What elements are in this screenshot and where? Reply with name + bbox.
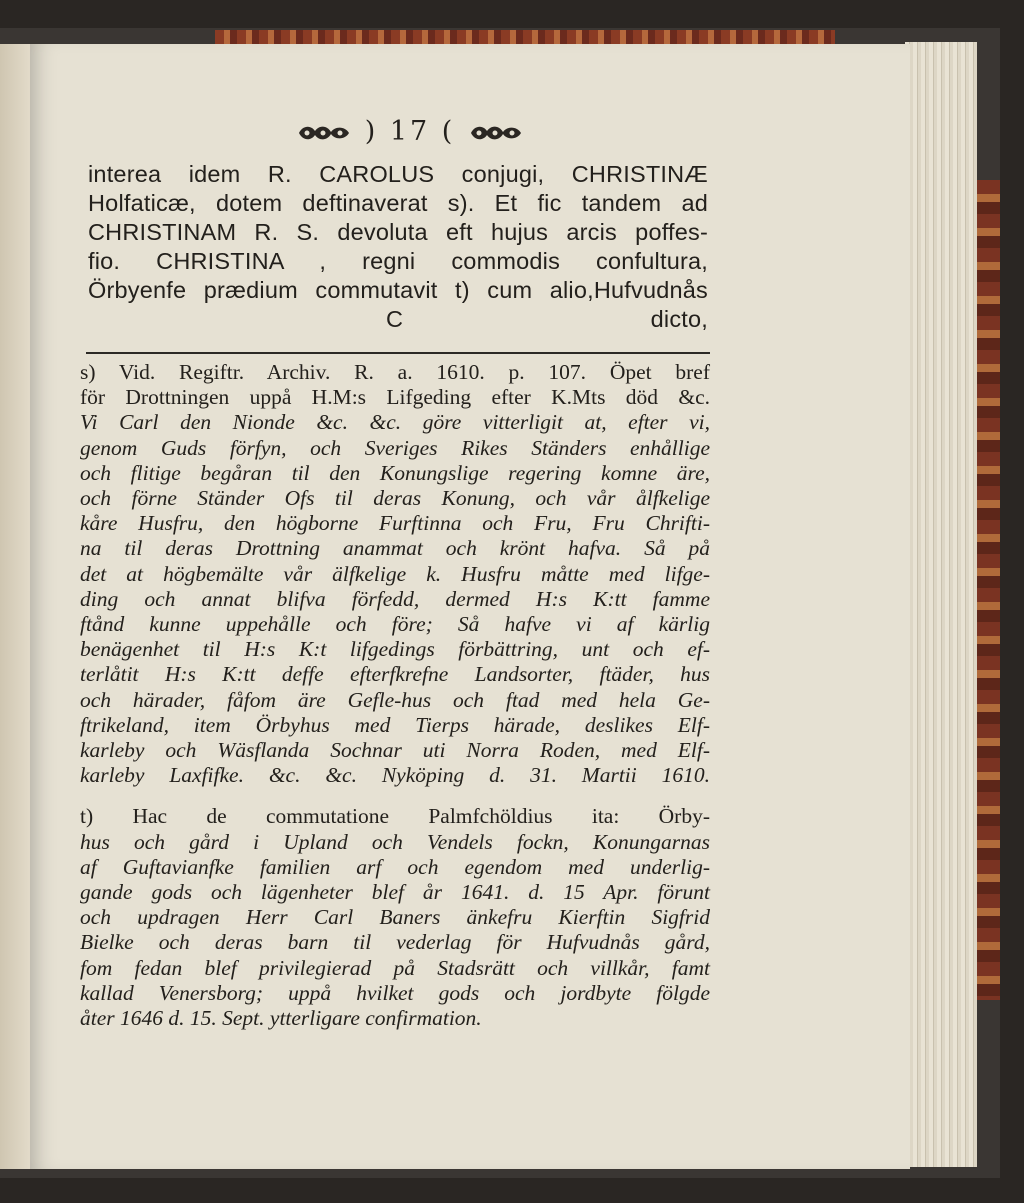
main-text <box>88 160 708 334</box>
marbled-edge-right <box>974 180 1000 1000</box>
footnote-line: Bielke och deras barn til vederlag för Hufvudnås gård, <box>80 930 710 955</box>
ornament-left-icon <box>295 123 353 143</box>
footnote-line: fom fedan blef privilegierad på Stadsrätt och villkår, famt <box>80 955 710 980</box>
footnote-line: hus och gård i Upland och Vendels fockn, Konungarnas <box>80 829 710 854</box>
ornament-right-icon <box>467 123 525 143</box>
footnote-line: na til deras Drottning anammat och krönt hafva. Så på <box>80 536 710 561</box>
footnote-line: och updragen Herr Carl Baners änkefru Kierftin Sigfrid <box>80 905 710 930</box>
footnote-rule <box>86 352 710 354</box>
page-edges <box>905 42 977 1167</box>
book-page <box>30 44 910 1169</box>
running-header <box>280 116 540 156</box>
facing-page-edge <box>0 44 33 1169</box>
footnote-line: ftånd kunne uppehålle och före; Så hafve vi af kärlig <box>80 612 710 637</box>
main-line: interea idem R. CAROLUS conjugi, CHRISTINÆ <box>88 161 708 187</box>
footnote-line: karleby Laxfifke. &c. &c. Nyköping d. 31. Martii 1610. <box>80 763 710 788</box>
footnote-line: s) Vid. Regiftr. Archiv. R. a. 1610. p. 107. Öpet bref <box>80 360 710 384</box>
page-number: ) 17 ( <box>364 116 456 147</box>
main-line: CHRISTINAM R. S. devoluta eft hujus arcis poffes- <box>88 219 708 245</box>
footnote-t <box>80 804 710 1031</box>
footnote-s <box>80 360 710 788</box>
footnote-line: för Drottningen uppå H.M:s Lifgeding efter K.Mts död &c. <box>80 385 710 410</box>
footnote-line: kallad Venersborg; uppå hvilket gods och jordbyte fölgde <box>80 980 710 1005</box>
footnote-line: och flitige begåran til den Konungslige regering komne äre, <box>80 460 710 485</box>
footnote-line: det at högbemälte vår älfkelige k. Husfru måtte med lifge- <box>80 561 710 586</box>
main-line: Holfaticæ, dotem deftinaverat s). Et fic tandem ad <box>88 190 708 216</box>
footnote-line: och härader, fåfom äre Gefle-hus och ftad med hela Ge- <box>80 687 710 712</box>
footnote-line: kåre Husfru, den högborne Furftinna och Fru, Fru Chrifti- <box>80 511 710 536</box>
marbled-edge-top <box>215 30 835 44</box>
catchword: dicto, <box>650 306 708 332</box>
footnote-line: ding och annat blifva förfedd, dermed H:s K:tt famme <box>80 586 710 611</box>
footnote-line: åter 1646 d. 15. Sept. ytterligare confirmation. <box>80 1006 482 1031</box>
footnote-line: gande gods och lägenheter blef år 1641. d. 15 Apr. förunt <box>80 880 710 905</box>
signature-line <box>88 305 708 334</box>
footnote-line: benägenhet til H:s K:t lifgedings förbättring, unt och ef- <box>80 637 710 662</box>
main-line: fio. CHRISTINA , regni commodis confultura, <box>88 248 708 274</box>
signature-mark: C <box>386 306 404 332</box>
footnote-gap <box>80 788 710 804</box>
footnote-line: terlåtit H:s K:tt deffe efterfkrefne Landsorter, ftäder, hus <box>80 662 710 687</box>
footnote-line: af Guftavianfke familien arf och egendom med underlig- <box>80 854 710 879</box>
footnote-line: karleby och Wäsflanda Sochnar uti Norra Roden, med Elf- <box>80 738 710 763</box>
footnote-line: ftrikeland, item Örbyhus med Tierps härade, deslikes Elf- <box>80 712 710 737</box>
footnote-line: t) Hac de commutatione Palmfchöldius ita: Örby- <box>80 804 710 829</box>
main-line: Örbyenfe prædium commutavit t) cum alio,Hufvudnås <box>88 277 708 303</box>
footnotes <box>80 360 710 1031</box>
footnote-line: Vi Carl den Nionde &c. &c. göre vitterligit at, efter vi, <box>80 410 710 435</box>
footnote-line: genom Guds förfyn, och Sveriges Rikes Ständers enhållige <box>80 435 710 460</box>
footnote-line: och förne Ständer Ofs til deras Konung, och vår ålfkelige <box>80 486 710 511</box>
